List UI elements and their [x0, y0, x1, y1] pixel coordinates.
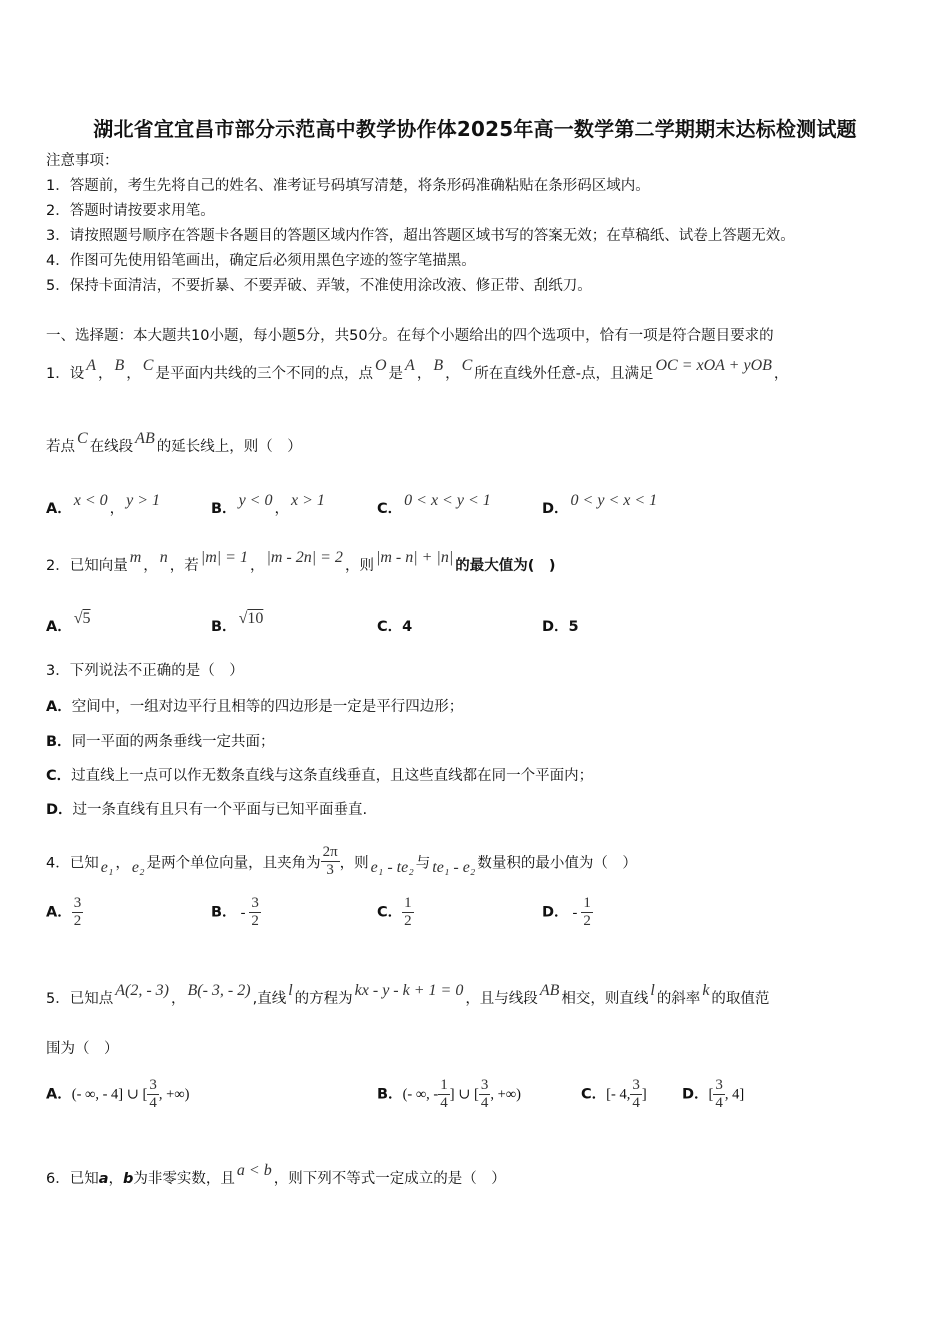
option-a: A．(- ∞, - 4] ∪ [ $\frac{3}{4}$ , +∞) [46, 1077, 190, 1111]
question-number: 3． [46, 663, 70, 679]
option-a: A． x < 0 ， y > 1 [46, 492, 161, 517]
question-number: 5． [46, 991, 70, 1007]
option-c: C． 0 < x < y < 1 [377, 492, 491, 517]
option-d: D．[ $\frac{3}{4}$ , 4] [682, 1077, 745, 1111]
question-number: 4． [46, 855, 70, 872]
page-title: 湖北省宜宜昌市部分示范高中教学协作体2025年高一数学第二学期期末达标检测试题 [93, 117, 857, 141]
question-number: 6． [46, 1171, 70, 1187]
option-d: D．过一条直线有且只有一个平面与已知平面垂直. [46, 802, 368, 818]
option-d: D． 0 < y < x < 1 [542, 492, 658, 517]
notice-item: 5．保持卡面清洁，不要折暴、不要弄破、弄皱，不准使用涂改液、修正带、刮纸刀。 [46, 278, 592, 294]
option-b: B．(- ∞, - $\frac{1}{4}$ ] ∪ [ $\frac{3}{4}$ , +∞) [377, 1077, 521, 1111]
option-a: A．空间中，一组对边平行且相等的四边形是一定是平行四边形； [46, 699, 464, 715]
question-number: 1． [46, 366, 70, 382]
notice-item: 4．作图可先使用铅笔画出，确定后必须用黑色字迹的签字笔描黑。 [46, 253, 476, 269]
notice-item: 2．答题时请按要求用笔。 [46, 203, 215, 219]
question-4-stem: 4．已知 e₁ ， e₂ 是两个单位向量，且夹角为 $\frac{2\pi}{3}$ ，则 e₁ - te₂ 与 te₁ - e₂ 数量积的最小值为（ ） [46, 844, 637, 878]
option-d: D．5 [542, 619, 579, 635]
question-1-stem: 1．设 A ， B ， C 是平面内共线的三个不同的点，点 O 是 A ， B ， C 所在直线外任意-点，且满足 OC = xOA + yOB ， [46, 357, 789, 382]
vector-equation: OC = xOA + yOB [655, 357, 772, 374]
option-a: A． √5 [46, 610, 91, 635]
option-c: C．[- 4, $\frac{3}{4}$ ] [581, 1077, 647, 1111]
question-5-stem: 5．已知点 A(2, - 3) ， B(- 3, - 2) ,直线 l 的方程为 kx - y - k + 1 = 0 ，且与线段 AB 相交，则直线 l 的斜率 k 的取值范 [46, 982, 770, 1007]
option-b: B． √10 [211, 610, 264, 635]
option-b: B．同一平面的两条垂线一定共面； [46, 734, 275, 750]
question-3-stem: 3．下列说法不正确的是（ ） [46, 663, 244, 679]
option-c: C． $\frac{1}{2}$ [377, 895, 412, 929]
notice-heading: 注意事项： [46, 153, 119, 169]
question-6-stem: 6．已知a，b为非零实数，且 a < b ，则下列不等式一定成立的是（ ） [46, 1162, 506, 1187]
option-b: B． y < 0 ， x > 1 [211, 492, 325, 517]
question-2-stem: 2．已知向量 m ， n ，若 |m| = 1 ， |m - 2n| = 2 ，则 |m - n| + |n| 的最大值为( ) [46, 549, 556, 574]
option-a: A． $\frac{3}{2}$ [46, 895, 82, 929]
notice-item: 1．答题前，考生先将自己的姓名、准考证号码填写清楚，将条形码准确粘贴在条形码区域内。 [46, 178, 650, 194]
question-number: 2． [46, 558, 70, 574]
option-d: D． - $\frac{1}{2}$ [542, 895, 591, 929]
option-c: C．4 [377, 619, 413, 635]
question-5-stem-cont: 围为（ ） [46, 1041, 119, 1057]
option-b: B． - $\frac{3}{2}$ [211, 895, 259, 929]
section-heading: 一、选择题：本大题共10小题，每小题5分，共50分。在每个小题给出的四个选项中，恰有一项是符合题目要求的 [46, 328, 774, 344]
question-1-stem-cont: 若点 C 在线段 AB 的延长线上，则（ ） [46, 430, 302, 455]
notice-item: 3．请按照题号顺序在答题卡各题目的答题区域内作答，超出答题区域书写的答案无效；在草稿纸、试卷上答题无效。 [46, 228, 795, 244]
option-c: C．过直线上一点可以作无数条直线与这条直线垂直，且这些直线都在同一个平面内； [46, 768, 594, 784]
